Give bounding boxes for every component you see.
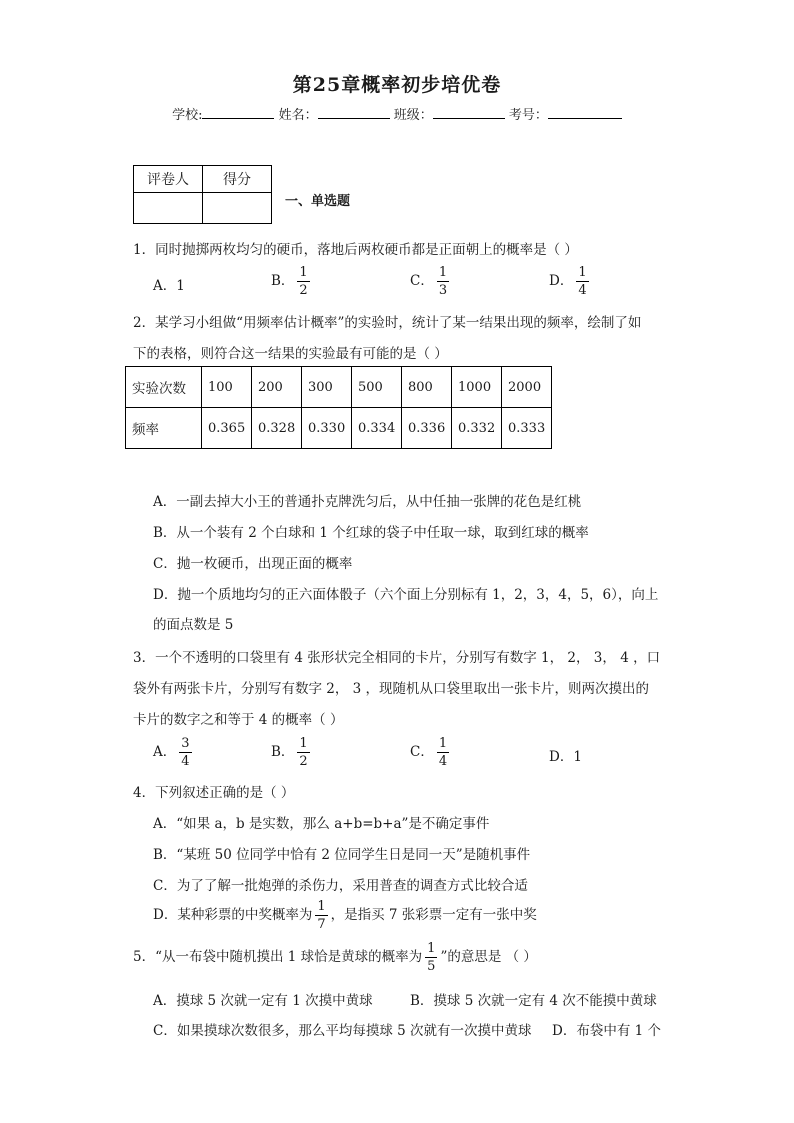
class-label: 班级： <box>393 108 433 123</box>
score-box <box>133 165 272 224</box>
exam-number-blank[interactable] <box>548 106 622 119</box>
numerator: 3 <box>181 736 190 751</box>
q4-option-d[interactable] <box>153 900 537 931</box>
q1-option-c-prefix: C． <box>410 273 434 289</box>
frequency-table <box>125 366 552 449</box>
q4-option-b[interactable]: B．“某班 50 位同学中恰有 2 位同学生日是同一天”是随机事件 <box>153 847 531 863</box>
q5-stem-prefix: 5．“从一布袋中随机摸出 1 球恰是黄球的概率为 <box>133 949 423 965</box>
q4-option-c[interactable]: C．为了了解一批炮弹的杀伤力，采用普查的调查方式比较合适 <box>153 878 528 894</box>
q3-option-a-fraction <box>179 737 191 768</box>
q4-stem: 4．下列叙述正确的是（ ） <box>133 785 295 801</box>
q3-option-c-prefix: C． <box>410 744 434 760</box>
q1-option-b[interactable] <box>271 266 313 297</box>
denominator: 4 <box>578 283 587 298</box>
table-cell: 200 <box>252 367 302 408</box>
reviewer-cell[interactable] <box>134 193 203 224</box>
denominator: 4 <box>181 754 190 769</box>
q1-option-d-prefix: D． <box>549 273 574 289</box>
numerator: 1 <box>427 941 436 956</box>
q3-option-b-fraction <box>297 737 309 768</box>
q4-option-d-fraction <box>315 900 327 931</box>
table-cell: 0.332 <box>452 408 502 449</box>
table-cell: 500 <box>352 367 402 408</box>
denominator: 7 <box>317 917 326 932</box>
q2-option-a[interactable]: A．一副去掉大小王的普通扑克牌洗匀后，从中任抽一张牌的花色是红桃 <box>153 494 582 510</box>
denominator: 2 <box>299 754 308 769</box>
table-cell: 0.336 <box>402 408 452 449</box>
school-blank[interactable] <box>202 106 274 119</box>
q2-option-d-line2[interactable]: 的面点数是 5 <box>153 617 234 633</box>
numerator: 1 <box>578 265 587 280</box>
table-cell: 0.365 <box>202 408 252 449</box>
name-label: 姓名： <box>278 108 318 123</box>
q3-option-b[interactable] <box>271 737 313 768</box>
table-cell: 800 <box>402 367 452 408</box>
student-info-line <box>0 104 794 123</box>
school-label: 学校: <box>172 108 203 123</box>
q3-stem-line3: 卡片的数字之和等于 4 的概率（ ） <box>133 712 344 728</box>
denominator: 2 <box>299 283 308 298</box>
q2-stem-line2: 下的表格，则符合这一结果的实验最有可能的是（ ） <box>133 346 448 362</box>
q5-option-a[interactable]: A．摸球 5 次就一定有 1 次摸中黄球 <box>153 993 373 1009</box>
q1-option-c[interactable] <box>410 266 452 297</box>
numerator: 1 <box>317 899 326 914</box>
exam-number-label: 考号： <box>508 108 548 123</box>
numerator: 1 <box>438 736 448 751</box>
q1-option-d-fraction <box>576 266 588 297</box>
table-cell: 300 <box>302 367 352 408</box>
table-cell: 2000 <box>502 367 552 408</box>
q3-stem-line1: 3．一个不透明的口袋里有 4 张形状完全相同的卡片，分别写有数字 1， 2， 3， 4 ，口 <box>133 650 661 666</box>
score-header: 得分 <box>203 166 272 193</box>
table-row <box>126 408 552 449</box>
denominator: 5 <box>427 959 436 974</box>
q1-option-a[interactable]: A．1 <box>153 278 185 294</box>
table-row-header: 频率 <box>126 408 202 449</box>
table-cell: 1000 <box>452 367 502 408</box>
table-cell: 0.334 <box>352 408 402 449</box>
numerator: 1 <box>299 265 308 280</box>
denominator: 4 <box>438 754 448 769</box>
q3-stem-line2: 袋外有两张卡片，分别写有数字 2， 3 ，现随机从口袋里取出一张卡片，则两次摸出的 <box>133 681 650 697</box>
section-heading-single-choice: 一、单选题 <box>285 194 351 209</box>
numerator: 1 <box>299 736 308 751</box>
score-cell[interactable] <box>203 193 272 224</box>
q5-option-c[interactable]: C．如果摸球次数很多，那么平均每摸球 5 次就有一次摸中黄球 <box>153 1023 532 1039</box>
q2-option-d-line1[interactable]: D．抛一个质地均匀的正六面体骰子（六个面上分别标有 1，2，3，4，5，6），向上 <box>153 587 659 603</box>
table-row-header: 实验次数 <box>126 367 202 408</box>
page-title: 第25章概率初步培优卷 <box>292 74 502 96</box>
q4-option-a[interactable]: A．“如果 a，b 是实数，那么 a+b=b+a”是不确定事件 <box>153 816 490 832</box>
table-cell: 100 <box>202 367 252 408</box>
reviewer-header: 评卷人 <box>134 166 203 193</box>
q1-option-b-fraction <box>297 266 309 297</box>
table-cell: 0.333 <box>502 408 552 449</box>
q1-option-b-prefix: B． <box>271 273 295 289</box>
table-cell: 0.328 <box>252 408 302 449</box>
q5-stem-fraction <box>425 942 437 973</box>
name-blank[interactable] <box>318 106 390 119</box>
q2-stem-line1: 2．某学习小组做“用频率估计概率”的实验时，统计了某一结果出现的频率，绘制了如 <box>133 315 642 331</box>
q1-option-c-fraction <box>437 266 449 297</box>
q5-stem <box>133 942 537 973</box>
table-cell: 0.330 <box>302 408 352 449</box>
q3-option-c-fraction <box>437 737 449 768</box>
q3-option-b-prefix: B． <box>271 744 295 760</box>
q4-option-d-suffix: ，是指买 7 张彩票一定有一张中奖 <box>330 907 537 923</box>
q5-option-b[interactable]: B．摸球 5 次就一定有 4 次不能摸中黄球 <box>410 993 657 1009</box>
q5-stem-suffix: ”的意思是 （ ） <box>440 949 537 965</box>
class-blank[interactable] <box>433 106 505 119</box>
q4-option-d-prefix: D．某种彩票的中奖概率为 <box>153 907 313 923</box>
q5-option-d[interactable]: D．布袋中有 1 个 <box>552 1023 661 1039</box>
q3-option-a[interactable] <box>153 737 195 768</box>
numerator: 1 <box>438 265 448 280</box>
q2-option-b[interactable]: B．从一个装有 2 个白球和 1 个红球的袋子中任取一球，取到红球的概率 <box>153 525 589 541</box>
table-row <box>126 367 552 408</box>
q2-option-c[interactable]: C．抛一枚硬币，出现正面的概率 <box>153 556 353 572</box>
q3-option-d[interactable]: D．1 <box>549 749 582 765</box>
q3-option-c[interactable] <box>410 737 452 768</box>
q1-stem: 1．同时抛掷两枚均匀的硬币，落地后两枚硬币都是正面朝上的概率是（ ） <box>133 242 578 258</box>
q3-option-a-prefix: A． <box>153 744 177 760</box>
q1-option-d[interactable] <box>549 266 592 297</box>
denominator: 3 <box>438 283 448 298</box>
